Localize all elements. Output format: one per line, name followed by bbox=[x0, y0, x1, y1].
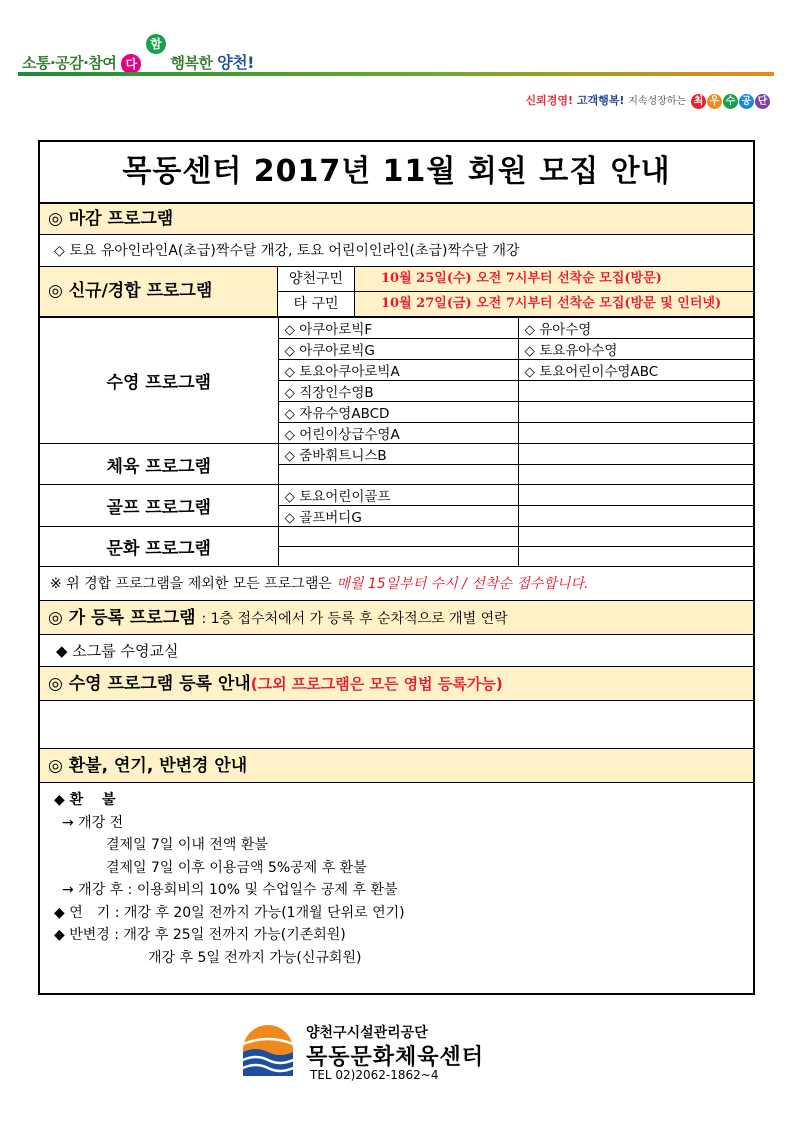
new-compete-section bbox=[40, 267, 753, 317]
slogan-da-badge: 다 bbox=[121, 54, 141, 74]
motto-trust: 신뢰경영! bbox=[525, 94, 573, 107]
header-divider bbox=[18, 72, 774, 76]
refund-line: → 개강 전 bbox=[62, 814, 124, 831]
swim-registration-body bbox=[40, 701, 753, 749]
swim-registration-title: ◎ 수영 프로그램 등록 안내 bbox=[48, 674, 251, 694]
new-compete-heading: ◎ 신규/경합 프로그램 bbox=[40, 267, 278, 316]
program-item: ◇ 어린이상급수영A bbox=[278, 423, 518, 444]
empty-cell bbox=[518, 402, 753, 423]
registration-note bbox=[40, 567, 753, 601]
program-item: ◇ 토요어린이수영ABC bbox=[518, 360, 753, 381]
motto-badge: 최 bbox=[691, 94, 706, 109]
empty-cell bbox=[518, 423, 753, 444]
program-item: ◇ 토요어린이골프 bbox=[278, 485, 518, 506]
empty-cell bbox=[518, 485, 753, 506]
footer-tel: TEL 02)2062-1862~4 bbox=[310, 1068, 439, 1082]
motto-happiness: 고객행복! bbox=[576, 94, 625, 107]
program-item: ◇ 토요유아수영 bbox=[518, 339, 753, 360]
refund-line: 결제일 7일 이후 이용금액 5%공제 후 환불 bbox=[106, 859, 367, 876]
slogan-city: 양천! bbox=[217, 53, 254, 72]
empty-cell bbox=[278, 547, 518, 567]
residents-label: 양천구민 bbox=[278, 267, 355, 291]
motto-growth: 지속성장하는 bbox=[628, 96, 687, 107]
residents-schedule: 10월 25일(수) 오전 7시부터 선착순 모집(방문) bbox=[355, 267, 753, 291]
program-item: ◇ 아쿠아로빅G bbox=[278, 339, 518, 360]
pre-registration-desc: : 1층 접수처에서 가 등록 후 순차적으로 개별 연락 bbox=[201, 611, 508, 627]
header-slogan bbox=[22, 34, 254, 74]
postpone-line: ◆ 연 기 : 개강 후 20일 전까지 가능(1개월 단위로 연기) bbox=[54, 904, 405, 921]
empty-cell bbox=[518, 381, 753, 402]
pre-registration-heading bbox=[40, 601, 753, 635]
empty-cell bbox=[518, 506, 753, 527]
golf-program-label: 골프 프로그램 bbox=[40, 485, 278, 527]
motto-badge: 수 bbox=[723, 94, 738, 109]
closed-programs-content: ◇ 토요 유아인라인A(초급)짝수달 개강, 토요 어린이인라인(초급)짝수달 개강 bbox=[40, 235, 753, 267]
empty-cell bbox=[518, 444, 753, 465]
note-text: ※ 위 경합 프로그램을 제외한 모든 프로그램은 bbox=[50, 576, 332, 592]
empty-cell bbox=[518, 527, 753, 547]
header-motto bbox=[525, 92, 770, 109]
page-title: 목동센터 2017년 11월 회원 모집 안내 bbox=[40, 142, 753, 204]
culture-program-label: 문화 프로그램 bbox=[40, 527, 278, 567]
motto-badge: 단 bbox=[755, 94, 770, 109]
empty-cell bbox=[278, 527, 518, 547]
refund-body bbox=[40, 783, 753, 969]
program-table bbox=[40, 317, 753, 567]
empty-cell bbox=[518, 465, 753, 485]
slogan-hap-badge: 함께 bbox=[146, 34, 166, 54]
program-item: ◇ 자유수영ABCD bbox=[278, 402, 518, 423]
program-item: ◇ 토요아쿠아로빅A bbox=[278, 360, 518, 381]
sun-wave-icon bbox=[238, 1024, 298, 1076]
empty-cell bbox=[518, 547, 753, 567]
motto-badge: 공 bbox=[739, 94, 754, 109]
refund-line: ◆ 환 불 bbox=[54, 792, 116, 808]
refund-line: 결제일 7일 이내 전액 환불 bbox=[106, 837, 268, 853]
swim-program-label: 수영 프로그램 bbox=[40, 318, 278, 444]
refund-line: → 개강 후 : 이용회비의 10% 및 수업일수 공제 후 환불 bbox=[62, 882, 398, 898]
sports-program-label: 체육 프로그램 bbox=[40, 444, 278, 485]
swim-registration-note: (그외 프로그램은 모든 영법 등록가능) bbox=[250, 675, 503, 693]
program-item: ◇ 골프버디G bbox=[278, 506, 518, 527]
empty-cell bbox=[278, 465, 518, 485]
refund-heading: ◎ 환불, 연기, 반변경 안내 bbox=[40, 749, 753, 783]
pre-registration-title: ◎ 가 등록 프로그램 bbox=[48, 608, 196, 628]
footer-center-name: 목동문화체육센터 bbox=[306, 1045, 485, 1070]
closed-programs-heading: ◎ 마감 프로그램 bbox=[40, 204, 753, 235]
nonresidents-schedule: 10월 27일(금) 오전 7시부터 선착순 모집(방문 및 인터넷) bbox=[355, 292, 753, 316]
swim-registration-heading bbox=[40, 667, 753, 701]
class-change-line: 개강 후 5일 전까지 가능(신규회원) bbox=[148, 949, 362, 966]
notice-frame bbox=[38, 140, 755, 995]
program-item: ◇ 직장인수영B bbox=[278, 381, 518, 402]
program-item: ◇ 유아수영 bbox=[518, 318, 753, 339]
slogan-suffix: 행복한 bbox=[170, 54, 213, 72]
note-highlight: 매월 15일부터 수시 / 선착순 접수합니다. bbox=[336, 576, 589, 592]
footer-org: 양천구시설관리공단 bbox=[306, 1025, 428, 1041]
program-item: ◇ 아쿠아로빅F bbox=[278, 318, 518, 339]
nonresidents-label: 타 구민 bbox=[278, 292, 355, 316]
motto-badge: 우 bbox=[707, 94, 722, 109]
class-change-line: ◆ 반변경 : 개강 후 25일 전까지 가능(기존회원) bbox=[54, 927, 346, 943]
pre-registration-item: ◆ 소그룹 수영교실 bbox=[40, 635, 753, 667]
program-item: ◇ 줌바휘트니스B bbox=[278, 444, 518, 465]
slogan-prefix: 소통·공감·참여 bbox=[22, 54, 117, 72]
